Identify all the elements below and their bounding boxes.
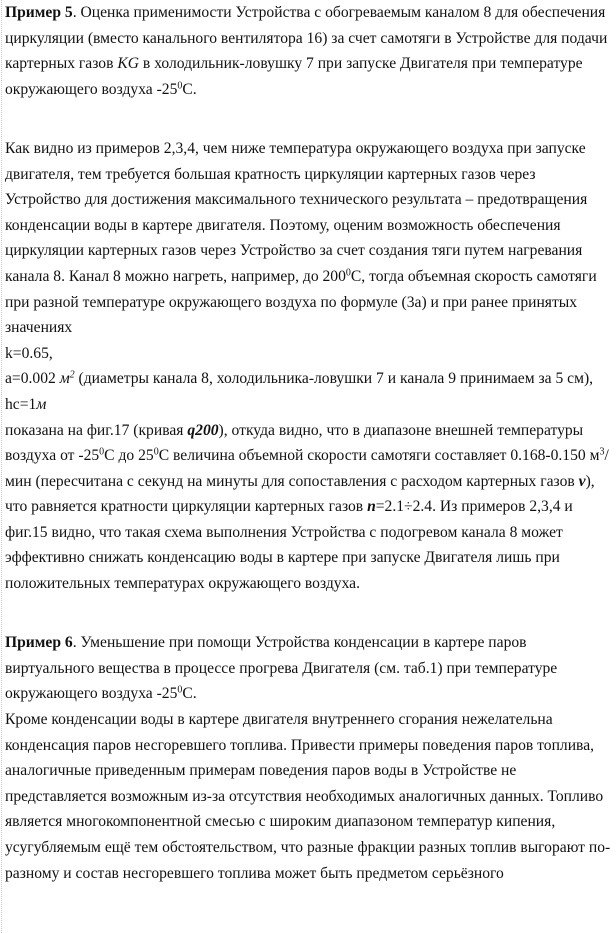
para3-text-2: ), откуда видно, что в диапазоне внешней температуры воздуха от -25 [5, 421, 584, 465]
example5-paragraph [5, 0, 613, 102]
example5-text-3: С. [182, 80, 197, 98]
a-line-text-2: (диаметры канала 8, холодильника-ловушки 7 и канала 9 принимаем за 5 см), [74, 370, 594, 388]
para3-text-1: показана на фиг.17 (кривая [5, 421, 188, 439]
para3-text-4: С величина объемной скорости самотяги составляет 0.168-0.150 м [158, 447, 600, 465]
example6-text-1: . Уменьшение при помощи Устройства конденсации в картере паров виртуального вещества в процессе прогрева Двигателя (см. таб.1) при температуре окружающего воздуха -25 [5, 634, 558, 703]
hc-value-line [5, 392, 613, 418]
para3-curve-name: q200 [187, 421, 219, 439]
hc-line-unit: м [36, 395, 47, 413]
para3-n-symbol: n [367, 498, 376, 516]
example5-text-2: в холодильник-ловушку 7 при запуске Двигателя при температуре окружающего воздуха -25 [5, 55, 583, 98]
para3-text-3: С до 25 [104, 447, 154, 465]
example5-degree-sup: 0 [177, 80, 183, 92]
left-margin-dots [1, 0, 3, 933]
spacer [5, 102, 613, 128]
a-line-unit: м [59, 370, 70, 388]
paragraph-2 [5, 136, 613, 341]
a-line-sup: 2 [69, 369, 75, 381]
document-page [5, 0, 613, 886]
para3-text-6: ), что равняется кратности циркуляции картерных газов [5, 472, 595, 516]
spacer-small [5, 128, 613, 136]
spacer-small [5, 622, 613, 630]
hc-line-text: hc=1 [5, 395, 37, 413]
example6-degree-sup: 0 [177, 684, 183, 696]
example6-heading: Пример 6 [5, 634, 73, 652]
example5-kg: KG [117, 55, 140, 73]
para2-degree-sup: 0 [345, 267, 351, 279]
a-line-text-1: а=0.002 [5, 370, 60, 388]
para3-sup-1: 0 [99, 446, 105, 458]
para2-text-1: Как видно из примеров 2,3,4, чем ниже температура окружающего воздуха при запуске двигателя, тем требуется большая кратность циркуляции картерных газов через Устройство для достижения максимального технического результата – предотвращения конденсации воды в картере двигателя. Поэтому, оценим возможность обеспечения циркуляции картерных газов через Устройство за счет создания тяги путем нагревания канала 8. Канал 8 можно нагреть, например, до 200 [5, 139, 588, 285]
para3-sup-3: 3 [599, 446, 605, 458]
paragraph-5: Кроме конденсации воды в картере двигателя внутреннего сгорания нежелательна конденсация паров несгоревшего топлива. Привести примеры поведения паров топлива, аналогичные приведенным примерам поведения паров воды в Устройстве не представляется возможным из-за отсутствия необходимых аналогичных данных. Топливо является многокомпонентной смесью с широким диапазоном температур кипения, усугубляемым ещё тем обстоятельством, что разные фракции разных топлив выгорают по-разному и состав несгоревшего топлива может быть предметом серьёзного [5, 711, 611, 882]
spacer [5, 597, 613, 623]
para3-v-symbol: v [578, 472, 586, 490]
para3-text-7: =2.1÷2.4. Из примеров 2,3,4 и фиг.15 видно, что такая схема выполнения Устройства с подогревом канала 8 может эффективно снижать конденсацию воды в картере при запуске Двигателя лишь при положительных температурах окружающего воздуха. [5, 498, 573, 593]
paragraph-3 [5, 418, 613, 597]
example5-text-1: . Оценка применимости Устройства с обогреваемым каналом 8 для обеспечения циркуляции (вместо канального вентилятора 16) за счет самотяги в Устройстве для подачи картерных газов [5, 4, 608, 73]
a-value-line [5, 366, 613, 392]
para2-text-2: С, тогда объемная скорость самотяги при разной температуре окружающего воздуха по формуле (3а) и при ранее принятых значениях [5, 267, 597, 337]
para3-sup-2: 0 [153, 446, 159, 458]
k-value-line: k=0.65, [5, 344, 53, 362]
example6-text-2: С. [182, 685, 197, 703]
example6-paragraph [5, 630, 613, 707]
para3-text-5: /мин (пересчитана с секунд на минуты для сопоставления с расходом картерных газов [5, 447, 609, 490]
example5-heading: Пример 5 [5, 4, 73, 21]
